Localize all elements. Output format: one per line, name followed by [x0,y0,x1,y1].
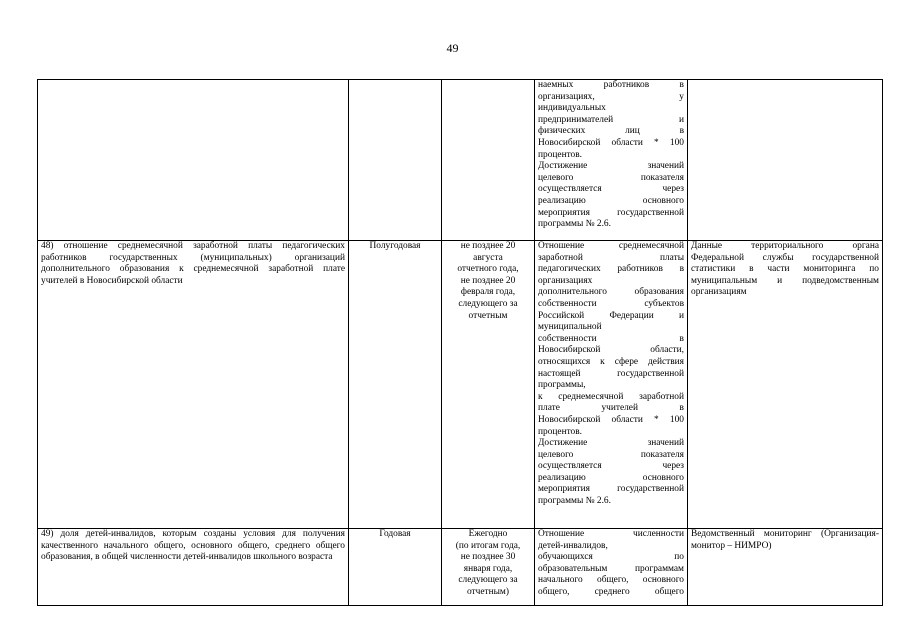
deadline-line: следующего за [458,575,518,586]
source-cell: Ведомственный мониторинг (Организация-монитор – НИМРО) [688,529,883,606]
method-cell [535,529,688,606]
table-row [38,529,883,606]
method-line: наемных работников в [538,80,684,90]
method-line: образовательным программам [538,563,684,574]
deadline-line: августа [473,252,503,263]
method-line: дополнительного образования [538,287,684,298]
table-row [38,80,883,241]
deadline-line: не позднее 30 [460,552,516,563]
deadline-cell [442,80,535,241]
method-line: программы, [538,380,586,391]
method-line: осуществляется через [538,461,684,472]
deadline-line: не позднее 20 [460,241,516,251]
method-line: Достижение значений [538,438,684,449]
source-cell [688,80,883,241]
method-line: детей-инвалидов, [538,540,608,551]
method-line: Достижение значений [538,161,684,172]
method-line: обучающихся по [538,552,684,563]
method-line: собственности в [538,333,684,344]
method-line: физических лиц в [538,126,684,137]
method-line: Новосибирской области, [538,345,684,356]
method-line: целевого показателя [538,449,684,460]
method-line: программы № 2.6. [538,496,611,507]
deadline-line: отчетным) [466,586,509,597]
method-cell [535,80,688,241]
indicators-table [37,79,883,606]
method-line: начального общего, основного [538,575,684,586]
method-line: индивидуальных [538,103,606,114]
periodicity-cell: Полугодовая [349,241,442,529]
indicator-cell [38,80,349,241]
method-line: реализацию основного [538,195,684,206]
indicator-cell: 49) доля детей-инвалидов, которым созданы условия для получения качественного начального общего, основного общего, среднего общего образования, в общей численности детей-инвалидов школьного возраста [38,529,349,606]
deadline-line: следующего за [458,298,518,309]
deadline-line: не позднее 20 [460,275,516,286]
deadline-line: февраля года, [460,287,516,298]
deadline-cell [442,529,535,606]
indicator-cell: 48) отношение среднемесячной заработной платы педагогических работников государственных (муниципальных) организаций дополнительного образования к среднемесячной заработной плате учителей в Новосибирской области [38,241,349,529]
method-line: Новосибирской области * 100 [538,414,684,425]
method-line: мероприятия государственной [538,484,684,495]
method-line: относящихся к сфере действия [538,356,684,367]
method-line: мероприятия государственной [538,207,684,218]
method-line: к среднемесячной заработной [538,391,684,402]
deadline-line: отчетного года, [457,264,519,275]
method-line: плате учителей в [538,403,684,414]
method-line: осуществляется через [538,184,684,195]
method-line: процентов. [538,149,583,160]
method-line: собственности субъектов [538,298,684,309]
method-line: настоящей государственной [538,368,684,379]
page-number: 49 [446,41,459,55]
method-line: заработной платы [538,252,684,263]
periodicity-cell [349,80,442,241]
deadline-line: Ежегодно [468,529,508,539]
table-row [38,241,883,529]
method-cell [535,241,688,529]
method-line: Новосибирской области * 100 [538,137,684,148]
method-line: Отношение среднемесячной [538,241,684,251]
method-line: предпринимателей и [538,114,684,125]
method-line: организациях, у [538,91,684,102]
method-line: педагогических работников в [538,264,684,275]
method-line: целевого показателя [538,172,684,183]
method-line: процентов. [538,426,583,437]
deadline-line: января года, [463,563,513,574]
deadline-line: (по итогам года, [455,540,521,551]
deadline-cell [442,241,535,529]
deadline-line: отчетным [468,310,508,321]
method-line: муниципальной [538,322,602,333]
method-line: общего, среднего общего [538,586,684,597]
method-line: Российской Федерации и [538,310,684,321]
source-cell: Данные территориального органа Федеральной службы государственной статистики в части мониторинга по муниципальным и подведомственным организациям [688,241,883,529]
method-line: программы № 2.6. [538,219,611,230]
method-line: Отношение численности [538,529,684,539]
method-line: организациях [538,275,593,286]
periodicity-cell: Годовая [349,529,442,606]
method-line: реализацию основного [538,472,684,483]
